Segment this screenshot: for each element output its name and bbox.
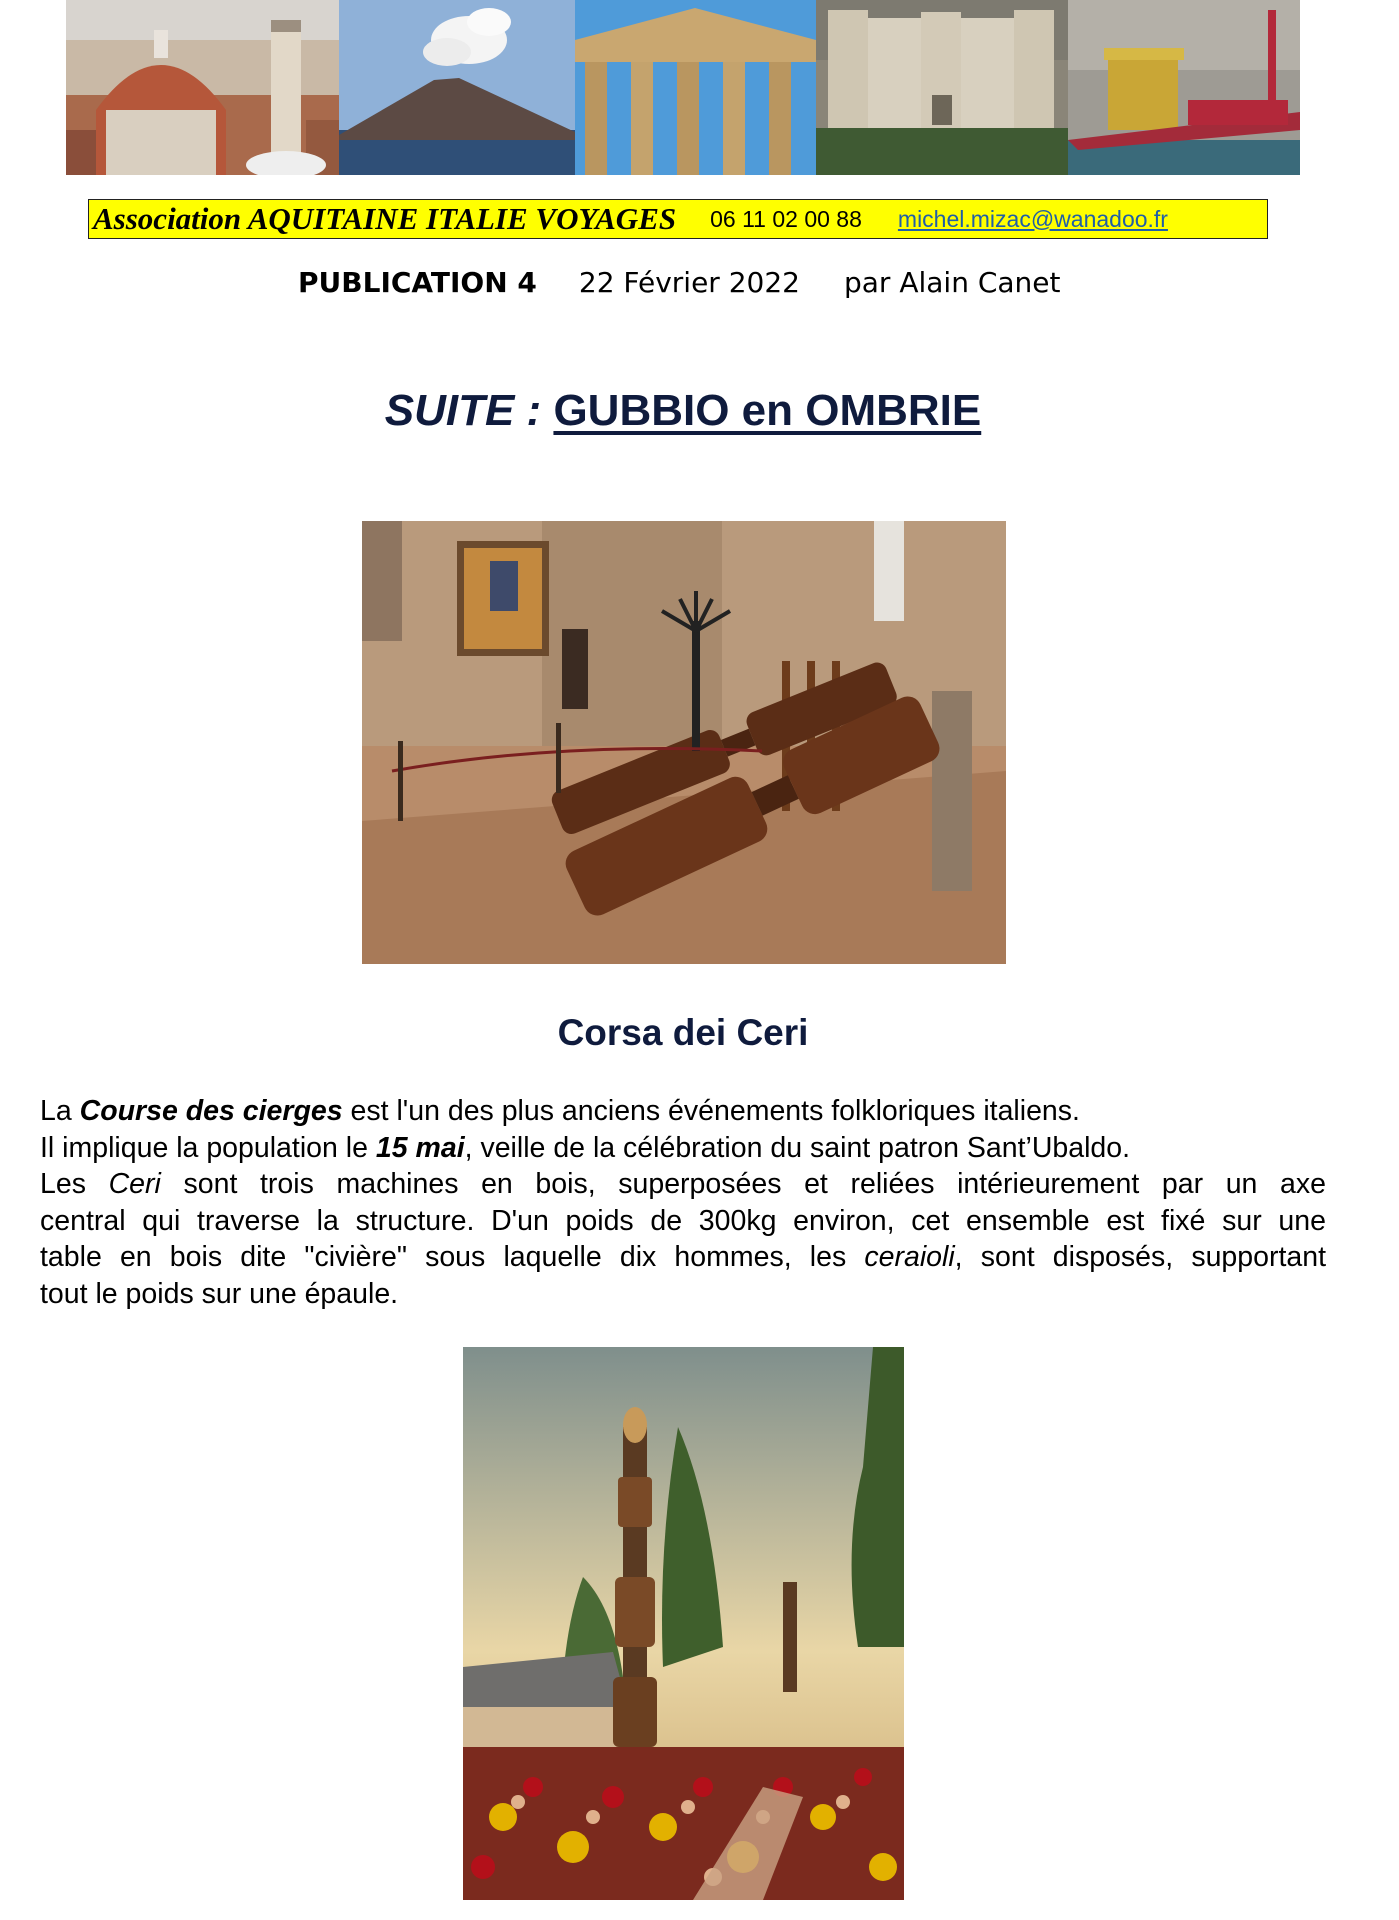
paragraph-line: central qui traverse la structure. D'un poids de 300kg environ, cet ensemble est fixé sur une	[40, 1204, 1326, 1237]
ceri-museum-photo	[362, 521, 1006, 964]
header-banner	[66, 0, 1300, 175]
text-run: , sont disposés, supportant	[954, 1241, 1326, 1274]
section-subtitle: Corsa dei Ceri	[557, 1012, 809, 1053]
text-run: Les	[40, 1168, 109, 1201]
text-run: , veille de la célébration du saint patron Sant’Ubaldo.	[464, 1131, 1131, 1164]
paragraph-line	[40, 1130, 1326, 1167]
venice-regatta-image	[1068, 0, 1300, 175]
text-run: La	[40, 1095, 80, 1127]
paragraph-line	[40, 1093, 1326, 1130]
paragraph-line	[40, 1166, 1326, 1203]
publication-line	[298, 266, 1061, 299]
emphasis-ceraioli: ceraioli	[864, 1241, 955, 1274]
title-prefix: SUITE :	[384, 386, 554, 435]
text-run: sont trois machines en bois, superposées et reliées intérieurement par un axe	[160, 1168, 1326, 1201]
text-run: Il implique la population le	[40, 1131, 376, 1164]
text-run: table en bois dite "civière" sous laquelle dix hommes, les	[40, 1241, 865, 1274]
association-name: Association AQUITAINE ITALIE VOYAGES	[93, 201, 677, 236]
title-main: GUBBIO en OMBRIE	[553, 386, 982, 435]
publication-author: par Alain Canet	[843, 266, 1061, 299]
association-bar	[88, 199, 1268, 239]
ceri-race-photo	[463, 1347, 904, 1900]
castel-del-monte-image	[816, 0, 1068, 175]
emphasis-course-des-cierges: Course des cierges	[79, 1095, 343, 1127]
phone-number: 06 11 02 00 88	[710, 205, 862, 232]
stromboli-volcano-image	[339, 0, 575, 175]
publication-label: PUBLICATION 4	[298, 266, 537, 299]
emphasis-ceri: Ceri	[108, 1168, 161, 1201]
publication-date: 22 Février 2022	[578, 266, 800, 299]
description-paragraph	[40, 1093, 1326, 1313]
email-link[interactable]: michel.mizac@wanadoo.fr	[897, 205, 1168, 232]
text-run: est l'un des plus anciens événements folkloriques italiens.	[342, 1095, 1080, 1127]
florence-duomo-image	[66, 0, 339, 175]
paragraph-line: tout le poids sur une épaule.	[40, 1277, 399, 1310]
emphasis-15-mai: 15 mai	[375, 1131, 465, 1164]
page-title	[0, 386, 1366, 436]
segesta-temple-image	[575, 0, 816, 175]
paragraph-line	[40, 1239, 1326, 1276]
